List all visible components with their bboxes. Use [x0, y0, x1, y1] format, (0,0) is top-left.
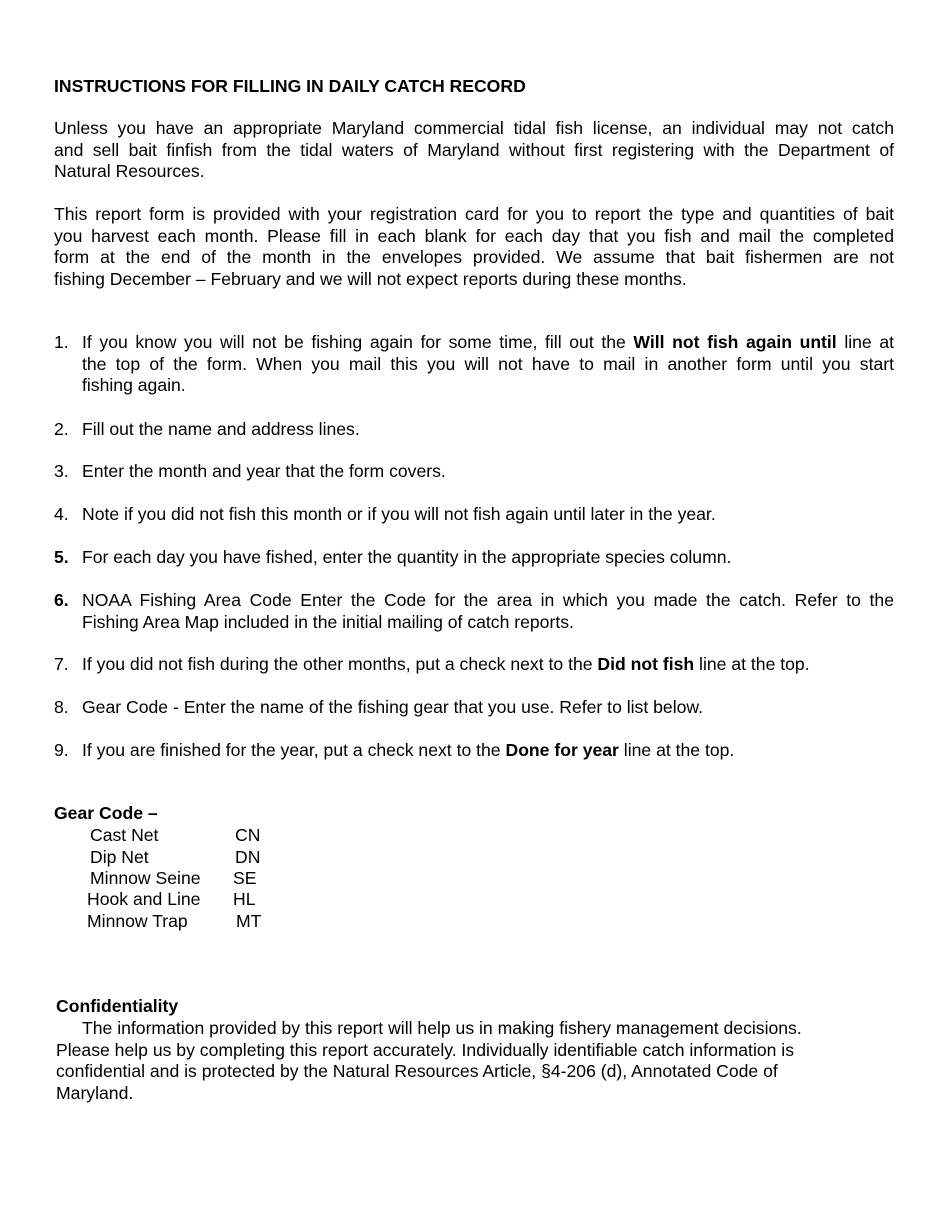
gear-name: Hook and Line [87, 889, 201, 909]
gear-name: Minnow Seine [90, 868, 201, 888]
text-line: Natural Resources. [54, 161, 205, 181]
gear-name: Dip Net [90, 847, 149, 867]
instruction-text: For each day you have fished, enter the quantity in the appropriate species column. [82, 547, 732, 567]
gear-name: Minnow Trap [87, 911, 188, 931]
bold-segment: Done for year [505, 740, 619, 760]
text-line: This report form is provided with your registration card for you to report the type and quantities of bait [54, 204, 894, 224]
text-line: Maryland. [56, 1082, 134, 1103]
text-segment: line at the top. [694, 654, 810, 674]
instruction-text [82, 740, 894, 762]
gear-code: CN [235, 825, 261, 845]
instruction-text [82, 332, 894, 397]
instruction-text [82, 590, 894, 633]
text-line: form at the end of the month in the envelopes provided. We assume that bait fishermen are not [54, 247, 894, 267]
instruction-number: 4. [54, 504, 69, 524]
instruction-number: 9. [54, 740, 69, 760]
intro-paragraph-1 [54, 118, 894, 183]
gear-code: SE [233, 868, 257, 888]
text-line: fishing again. [82, 375, 186, 395]
instruction-number: 8. [54, 697, 69, 717]
text-segment: If you did not fish during the other months, put a check next to the [82, 654, 598, 674]
gear-code: MT [236, 911, 262, 931]
instruction-number: 6. [54, 590, 69, 610]
gear-code: HL [233, 889, 256, 909]
gear-code-heading: Gear Code – [54, 803, 158, 823]
instruction-number: 1. [54, 332, 69, 352]
text-line: NOAA Fishing Area Code Enter the Code for the area in which you made the catch. Refer to the [82, 590, 894, 610]
text-line: and sell bait finfish from the tidal waters of Maryland without first registering with the Department of [54, 139, 894, 160]
bold-segment: Did not fish [597, 654, 695, 674]
instruction-number: 7. [54, 654, 69, 674]
text-line: fishing December – February and we will not expect reports during these months. [54, 268, 687, 289]
text-segment: If you are finished for the year, put a check next to the [82, 740, 506, 760]
gear-code: DN [235, 847, 261, 867]
instruction-text: Fill out the name and address lines. [82, 419, 360, 439]
confidentiality-body [56, 1018, 856, 1104]
text-segment: If you know you will not be fishing again for some time, fill out the [82, 332, 634, 352]
page-title: INSTRUCTIONS FOR FILLING IN DAILY CATCH RECORD [54, 76, 526, 96]
instruction-text: Note if you did not fish this month or if you will not fish again until later in the year. [82, 504, 716, 524]
text-line [82, 332, 894, 354]
instruction-number: 5. [54, 547, 69, 567]
bold-segment: Will not fish again until [633, 332, 837, 352]
text-line: confidential and is protected by the Natural Resources Article, §4-206 (d), Annotated Code of [56, 1061, 778, 1081]
text-line: Fishing Area Map included in the initial mailing of catch reports. [82, 611, 574, 632]
instruction-text: Enter the month and year that the form covers. [82, 461, 446, 481]
text-line: the top of the form. When you mail this you will not have to mail in another form until you start [82, 353, 894, 374]
instruction-number: 3. [54, 461, 69, 481]
text-segment: line at [836, 332, 894, 352]
instruction-text [82, 654, 894, 676]
instruction-text: Gear Code - Enter the name of the fishing gear that you use. Refer to list below. [82, 697, 704, 717]
intro-paragraph-2 [54, 204, 894, 290]
instruction-number: 2. [54, 419, 69, 439]
confidentiality-heading: Confidentiality [56, 996, 179, 1016]
text-line: Unless you have an appropriate Maryland commercial tidal fish license, an individual may not catch [54, 118, 894, 138]
text-line: Please help us by completing this report accurately. Individually identifiable catch information is [56, 1039, 795, 1060]
text-line: The information provided by this report will help us in making fishery management decisions. [82, 1018, 802, 1038]
gear-name: Cast Net [90, 825, 159, 845]
text-segment: line at the top. [618, 740, 735, 760]
text-line: you harvest each month. Please fill in each blank for each day that you fish and mail the completed [54, 225, 894, 246]
